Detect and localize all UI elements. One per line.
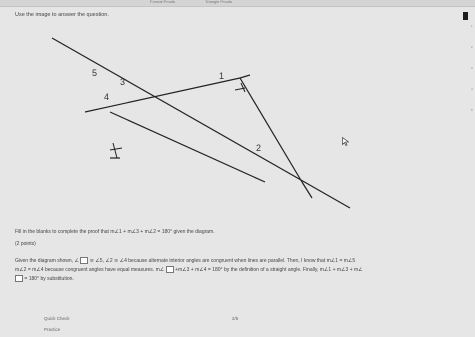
parallel-arrow-bottom — [110, 148, 122, 150]
side-line — [240, 78, 302, 182]
parallel-arrow-bottom-head — [113, 143, 117, 158]
answer-blank-2[interactable] — [166, 266, 174, 273]
angle-label-2: 2 — [256, 143, 262, 153]
proof-p3: ≅ ∠5, ∠2 ≅ ∠4 because alternate interior angles are congruent when lines are parallel. Then, I know that — [89, 258, 326, 264]
sidebar-tick-2[interactable]: 2 — [471, 45, 473, 49]
tab-triangle-proofs[interactable]: Triangle Proofs — [205, 0, 232, 4]
answer-blank-3[interactable] — [15, 275, 23, 282]
quick-check-link[interactable]: Quick Check — [44, 316, 70, 321]
proof-p10: m∠1 + m∠3 + m∠ — [319, 267, 363, 273]
practice-link[interactable]: Practice — [44, 327, 61, 332]
mouse-cursor-icon — [342, 137, 349, 146]
proof-p8: +m∠3 + m∠4 = 180° — [175, 267, 223, 273]
proof-p12: by substitution. — [40, 276, 74, 282]
question-equation: m∠1 + m∠3 + m∠2 = 180° — [110, 229, 173, 235]
transversal-line-a — [52, 38, 350, 208]
proof-p1: Given the diagram shown, — [15, 258, 74, 264]
proof-p5: m∠2 = m∠4 — [15, 267, 44, 273]
bottom-bar — [0, 315, 475, 337]
answer-blank-1[interactable] — [80, 257, 88, 264]
page-count: 2/5 — [232, 316, 239, 321]
proof-p11: = 180° — [24, 276, 40, 282]
sidebar-tick-5[interactable]: 5 — [471, 108, 473, 112]
parallel-line-top-arrow — [240, 75, 250, 78]
question-prompt: Use the image to answer the question. — [15, 12, 109, 18]
sidebar-tick-3[interactable]: 3 — [471, 66, 473, 70]
question-text-a: Fill in the blanks to complete the proof that — [15, 229, 109, 235]
angle-label-3: 3 — [120, 77, 126, 87]
current-page-indicator[interactable] — [463, 12, 468, 20]
sidebar-tick-4[interactable]: 4 — [471, 87, 473, 91]
proof-p6: because congruent angles have equal measures. — [44, 267, 155, 273]
top-tab-bar — [0, 0, 475, 7]
question-text — [15, 229, 215, 235]
angle-label-4: 4 — [104, 92, 110, 102]
question-sidebar — [463, 10, 475, 320]
proof-text — [15, 257, 363, 284]
sidebar-tick-1[interactable]: 1 — [471, 24, 473, 28]
angle-label-1: 1 — [219, 71, 225, 81]
question-text-b: given the diagram. — [173, 229, 215, 235]
proof-p9: by the definition of a straight angle. Finally, — [223, 267, 319, 273]
side-line-extend — [302, 182, 312, 198]
tab-formal-proofs[interactable]: Formal Proofs — [150, 0, 176, 4]
proof-p2: ∠ — [74, 258, 79, 264]
transversal-line-b — [110, 112, 265, 182]
points-label: (2 points) — [15, 241, 36, 247]
proof-p4: m∠1 = m∠5 — [326, 258, 356, 264]
angle-label-5: 5 — [92, 68, 98, 78]
geometry-diagram — [40, 30, 370, 245]
proof-p7: m∠ — [155, 267, 165, 273]
